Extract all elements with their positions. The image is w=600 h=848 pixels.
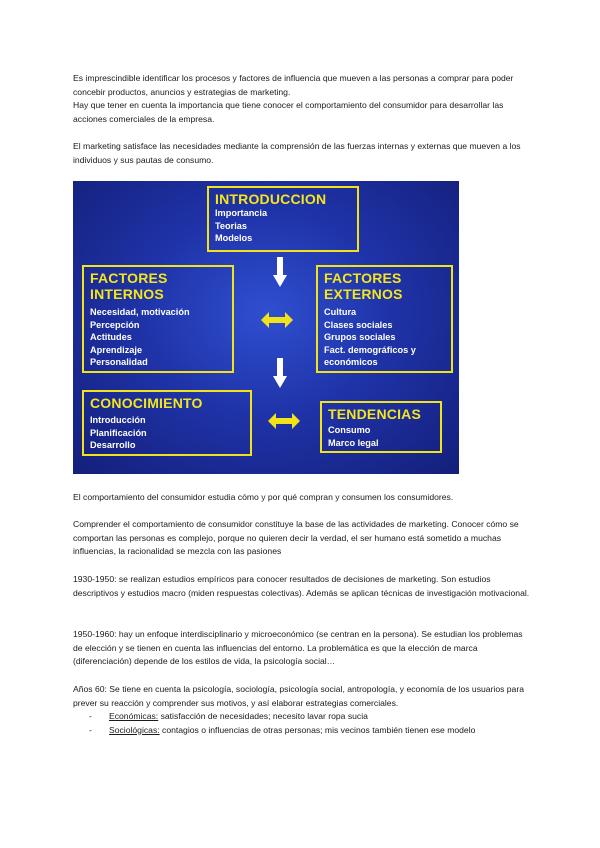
box-item: Planificación: [90, 427, 147, 438]
arrow-down-icon: [273, 257, 287, 287]
paragraph: El comportamiento del consumidor estudia cómo y por qué compran y consumen los consumidores.: [73, 492, 454, 502]
list-marker: -: [89, 724, 92, 735]
box-item: Actitudes: [90, 332, 132, 343]
list-marker: -: [89, 711, 92, 722]
factores-internos-box: [82, 265, 234, 373]
intro-text: [73, 72, 533, 126]
list-term: Sociológicas:: [109, 724, 160, 735]
box-title: INTRODUCCION: [215, 191, 327, 207]
bullet-list: [73, 710, 533, 737]
box-item: económicos: [324, 357, 378, 368]
box-item: Desarrollo: [90, 440, 136, 451]
box-title: CONOCIMIENTO: [90, 395, 203, 411]
list-term: Económicas:: [109, 711, 159, 722]
intro-text-2: [73, 140, 533, 167]
factores-externos-box: [316, 265, 453, 373]
box-item: Personalidad: [90, 357, 148, 368]
box-item: Marco legal: [328, 437, 379, 448]
box-item: Teorias: [215, 220, 247, 231]
box-item: Cultura: [324, 307, 357, 317]
conocimiento-box: [82, 390, 252, 456]
arrow-left-right-icon: [268, 413, 300, 429]
list-text: contagios o influencias de otras personas; mis vecinos también tienen ese modelo: [159, 724, 476, 735]
body-text: [73, 628, 533, 669]
body-text: [73, 491, 533, 505]
list-item: [73, 710, 533, 724]
paragraph: 1950-1960: hay un enfoque interdisciplinario y microeconómico (se centran en la persona). Se estudian los problemas de elección y se tienen en cuenta las influencias del entorno. La problemática es que la elección de marca (diferenciación) depende de los estilos de vida, la psicología social…: [73, 629, 523, 667]
box-item: Consumo: [328, 425, 371, 435]
box-title: EXTERNOS: [324, 286, 403, 302]
box-title: TENDENCIAS: [328, 406, 422, 422]
concept-diagram: [73, 181, 459, 474]
arrow-left-right-icon: [261, 312, 293, 328]
paragraph: El marketing satisface las necesidades mediante la comprensión de las fuerzas internas y externas que mueven a los individuos y sus pautas de consumo.: [73, 141, 521, 165]
box-title: FACTORES: [90, 270, 168, 286]
box-item: Grupos sociales: [324, 332, 396, 343]
box-item: Percepción: [90, 319, 140, 330]
tendencias-box: [320, 401, 442, 453]
introduccion-box: [207, 186, 359, 252]
box-item: Introducción: [90, 415, 146, 425]
box-item: Necesidad, motivación: [90, 307, 190, 317]
body-text: [73, 683, 533, 737]
box-item: Clases sociales: [324, 319, 393, 330]
box-item: Fact. demográficos y: [324, 344, 416, 355]
arrow-down-icon: [273, 358, 287, 388]
paragraph: Es imprescindible identificar los procesos y factores de influencia que mueven a las personas a comprar para poder concebir productos, anuncios y estrategias de marketing.: [73, 73, 514, 97]
box-item: Modelos: [215, 233, 253, 244]
list-item: [73, 724, 533, 738]
paragraph: 1930-1950: se realizan estudios empíricos para conocer resultados de decisiones de marketing. Son estudios descriptivos y estudios macro (miden respuestas colectivas). Además se aplican técnicas de investigación motivacional.: [73, 574, 530, 598]
body-text: [73, 573, 533, 600]
box-title: FACTORES: [324, 270, 402, 286]
paragraph: Comprender el comportamiento de consumidor constituye la base de las actividades de marketing. Conocer cómo se comportan las personas es complejo, porque no quieren decir la verdad, el ser humano está sometido a muchas influencias, la racionalidad se mezcla con las pasiones: [73, 519, 519, 557]
paragraph: Hay que tener en cuenta la importancia que tiene conocer el comportamiento del consumidor para desarrollar las acciones comerciales de la empresa.: [73, 100, 504, 124]
paragraph: Años 60: Se tiene en cuenta la psicología, sociología, psicología social, antropología, y economía de los usuarios para prever su reacción y comprender sus motivos, y así elaborar estrategias comerciales.: [73, 684, 524, 708]
box-title: INTERNOS: [90, 286, 164, 302]
box-item: Aprendizaje: [90, 344, 143, 355]
box-item: Importancia: [215, 208, 268, 218]
body-text: [73, 518, 533, 559]
list-text: satisfacción de necesidades; necesito lavar ropa sucia: [158, 711, 368, 722]
